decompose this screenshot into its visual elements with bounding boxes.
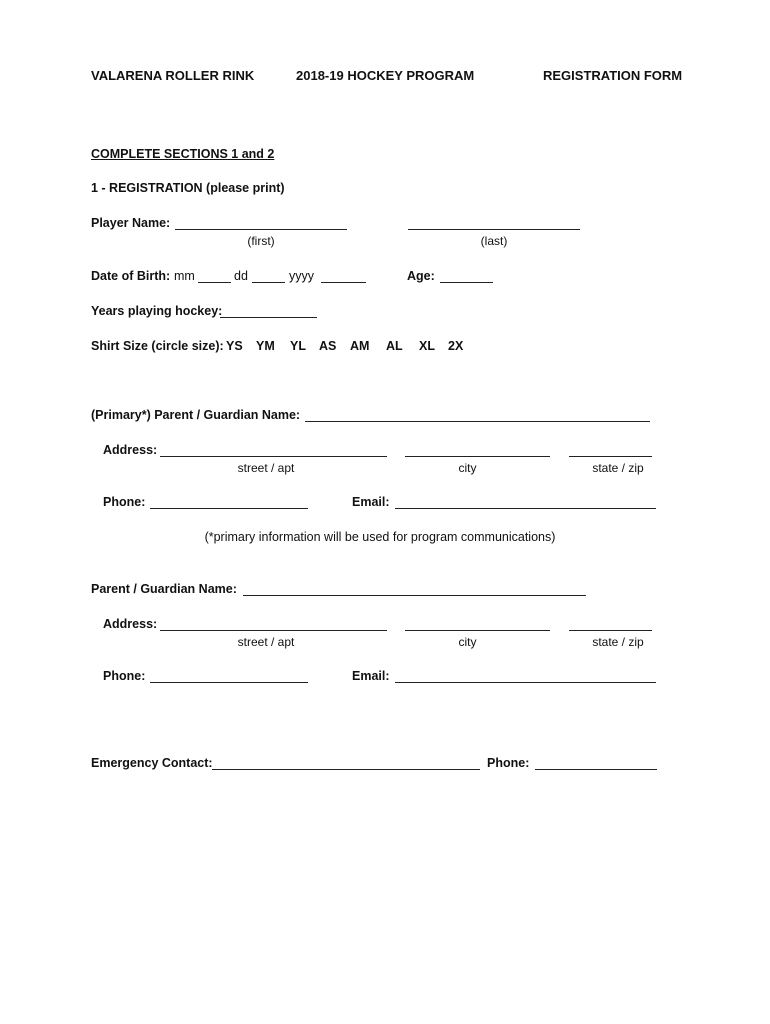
shirt-size-label: Shirt Size (circle size): — [91, 339, 224, 353]
dob-year-field[interactable] — [321, 282, 366, 283]
dob-dd-label: dd — [234, 269, 248, 283]
primary-email-label: Email: — [352, 495, 390, 509]
primary-phone-label: Phone: — [103, 495, 146, 509]
dob-month-field[interactable] — [198, 282, 231, 283]
dob-day-field[interactable] — [252, 282, 285, 283]
primary-state-zip-field[interactable] — [569, 456, 652, 457]
guardian-phone-label: Phone: — [103, 669, 146, 683]
guardian-phone-field[interactable] — [150, 682, 308, 683]
dob-label: Date of Birth: — [91, 269, 171, 283]
years-playing-field[interactable] — [220, 317, 317, 318]
guardian-address-label: Address: — [103, 617, 158, 631]
shirt-size-option[interactable]: YL — [290, 339, 306, 353]
emergency-contact-label: Emergency Contact: — [91, 756, 213, 770]
street-caption: street / apt — [237, 635, 295, 649]
shirt-size-option[interactable]: AS — [319, 339, 337, 353]
dob-yyyy-label: yyyy — [289, 269, 314, 283]
shirt-size-option[interactable]: AM — [350, 339, 370, 353]
primary-city-field[interactable] — [405, 456, 550, 457]
shirt-size-option[interactable]: XL — [419, 339, 435, 353]
form-title: REGISTRATION FORM — [543, 68, 683, 83]
primary-guardian-name-field[interactable] — [305, 421, 650, 422]
instructions: COMPLETE SECTIONS 1 and 2 — [91, 147, 275, 161]
state-zip-caption: state / zip — [592, 635, 644, 649]
age-label: Age: — [407, 269, 435, 283]
section1-title: 1 - REGISTRATION (please print) — [91, 181, 285, 195]
primary-email-field[interactable] — [395, 508, 656, 509]
emergency-contact-field[interactable] — [212, 769, 480, 770]
shirt-size-option[interactable]: YS — [226, 339, 243, 353]
shirt-size-option[interactable]: YM — [256, 339, 275, 353]
guardian-street-field[interactable] — [160, 630, 387, 631]
guardian-state-zip-field[interactable] — [569, 630, 652, 631]
shirt-size-option[interactable]: AL — [386, 339, 403, 353]
primary-street-field[interactable] — [160, 456, 387, 457]
guardian-name-label: Parent / Guardian Name: — [91, 582, 237, 596]
guardian-city-field[interactable] — [405, 630, 550, 631]
city-caption: city — [458, 635, 477, 649]
emergency-phone-label: Phone: — [487, 756, 530, 770]
guardian-email-field[interactable] — [395, 682, 656, 683]
primary-note: (*primary information will be used for program communications) — [204, 530, 556, 544]
years-playing-label: Years playing hockey: — [91, 304, 223, 318]
player-name-label: Player Name: — [91, 216, 171, 230]
city-caption: city — [458, 461, 477, 475]
guardian-name-field[interactable] — [243, 595, 586, 596]
emergency-phone-field[interactable] — [535, 769, 657, 770]
last-caption: (last) — [480, 234, 508, 248]
shirt-size-option[interactable]: 2X — [448, 339, 464, 353]
guardian-email-label: Email: — [352, 669, 390, 683]
first-caption: (first) — [247, 234, 275, 248]
player-first-name-field[interactable] — [175, 229, 347, 230]
rink-name: VALARENA ROLLER RINK — [91, 68, 255, 83]
dob-mm-label: mm — [174, 269, 195, 283]
primary-guardian-name-label: (Primary*) Parent / Guardian Name: — [91, 408, 301, 422]
primary-phone-field[interactable] — [150, 508, 308, 509]
age-field[interactable] — [440, 282, 493, 283]
player-last-name-field[interactable] — [408, 229, 580, 230]
street-caption: street / apt — [237, 461, 295, 475]
primary-address-label: Address: — [103, 443, 158, 457]
program-title: 2018-19 HOCKEY PROGRAM — [296, 68, 475, 83]
state-zip-caption: state / zip — [592, 461, 644, 475]
